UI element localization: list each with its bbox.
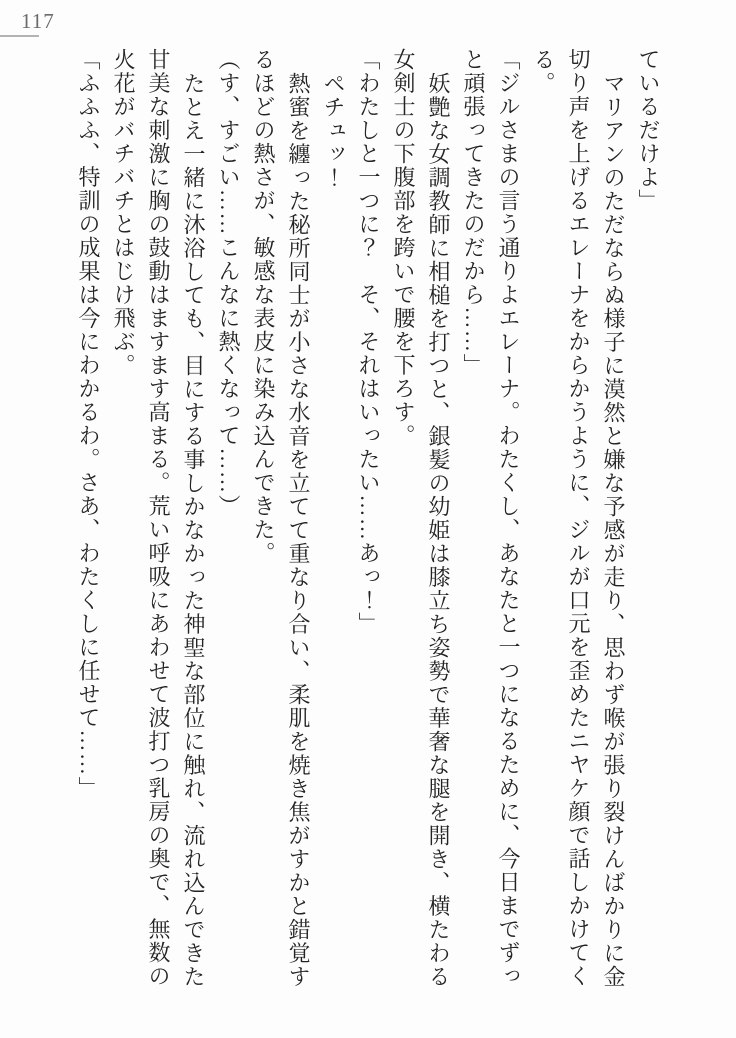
text-line: 女剣士の下腹部を跨いで腰を下ろす。	[391, 48, 416, 448]
text-line: （す、すごい……こんなに熱くなって……）	[216, 48, 241, 518]
text-line: 火花がバチバチとはじけ飛ぶ。	[111, 48, 136, 377]
text-line: 熱蜜を纏った秘所同士が小さな水音を立てて重なり合い、柔肌を焼き焦がすかと錯覚す	[286, 71, 311, 988]
text-line: マリアンのただならぬ様子に漠然と嫌な予感が走り、思わず喉が張り裂けんばかりに金	[601, 71, 626, 988]
text-line: 切り声を上げるエレーナをからかうように、ジルが口元を歪めたニヤケ顔で話しかけてく	[566, 48, 591, 988]
text-line: 「ジルさまの言う通りよエレーナ。わたくし、あなたと一つになるために、今日までずっ	[496, 48, 521, 988]
page-number-rule	[0, 35, 39, 37]
text-line: たとえ一緒に沐浴しても、目にする事しかなかった神聖な部位に触れ、流れ込んできた	[181, 71, 206, 988]
text-line: る。	[531, 48, 556, 95]
text-line: 「ふふふ、特訓の成果は今にわかるわ。さあ、わたくしに任せて……」	[76, 48, 101, 800]
text-line: 「わたしと一つに？ そ、それはいったい……あっ！」	[356, 48, 381, 636]
vertical-text-body	[71, 48, 666, 992]
text-line: ペチュッ！	[321, 71, 346, 189]
text-line: るほどの熱さが、敏感な表皮に染み込んできた。	[251, 48, 276, 565]
page-number: 117	[21, 9, 55, 33]
text-line: ているだけよ」	[636, 48, 661, 213]
text-line: 甘美な刺激に胸の鼓動はますます高まる。荒い呼吸にあわせて波打つ乳房の奥で、無数の	[146, 48, 171, 988]
text-line: と頑張ってきたのだから……」	[461, 48, 486, 377]
text-line: 妖艶な女調教師に相槌を打つと、銀髪の幼姫は膝立ち姿勢で華奢な腿を開き、横たわる	[426, 71, 451, 988]
